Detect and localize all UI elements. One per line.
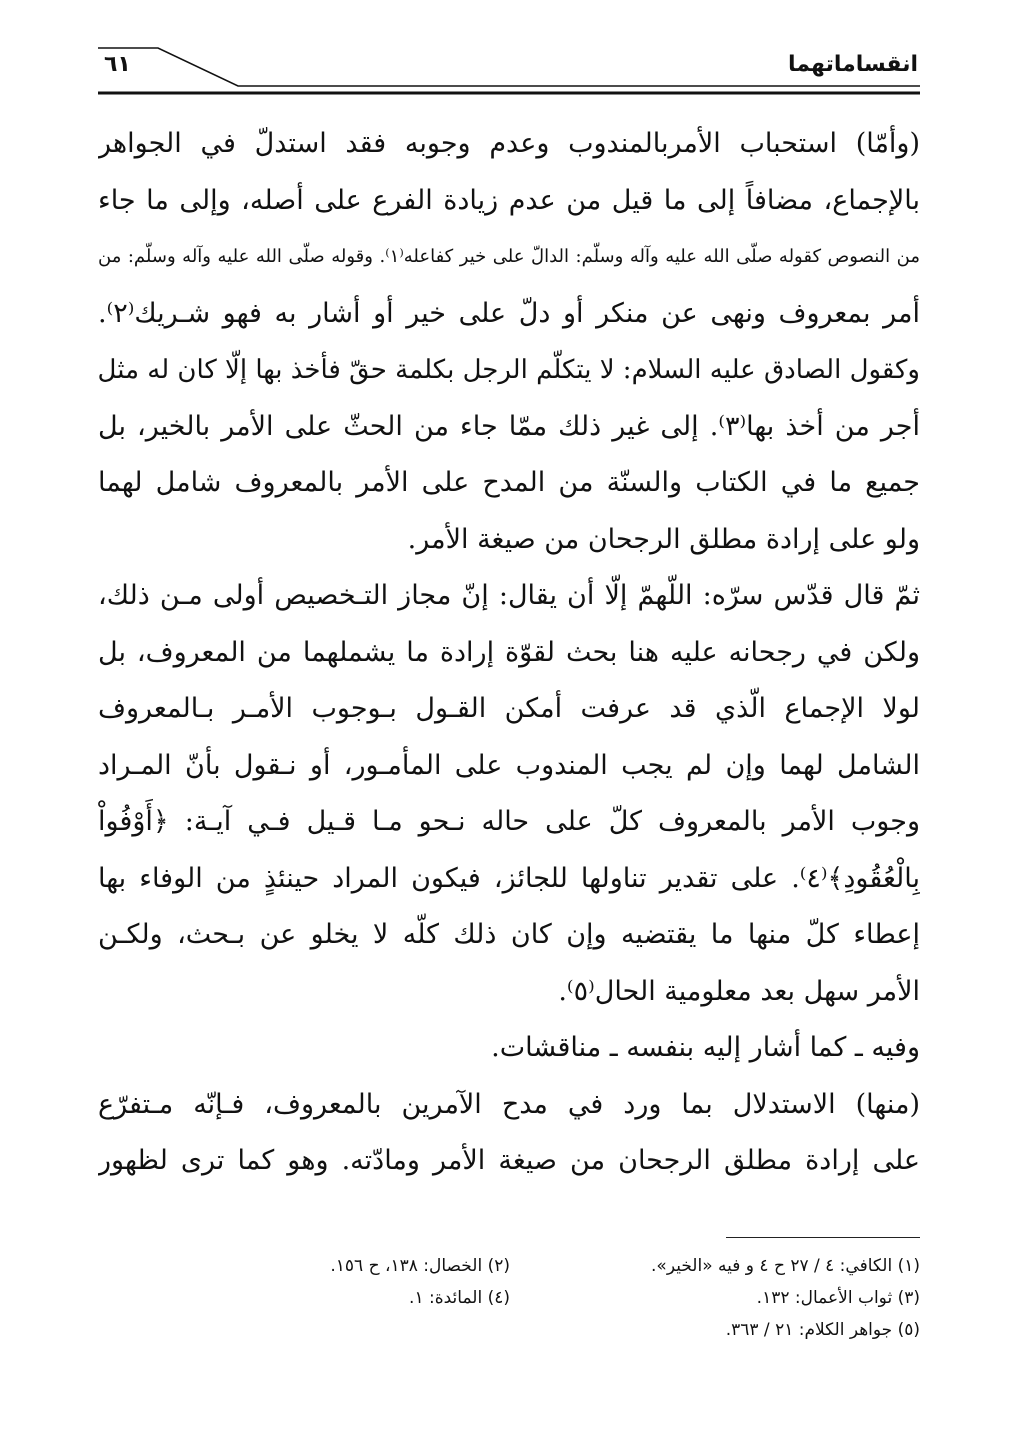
text-line: ولو على إرادة مطلق الرجحان من صيغة الأمر.	[407, 523, 920, 555]
text-line: من النصوص كقوله صلّى الله عليه وآله وسلّم: الدالّ على خير كفاعله⁽١⁾. وقوله صلّى الله عليه وآله وسلّم: من	[98, 246, 920, 267]
text-line: (منها) الاستدلال بما ورد في مدح الآمرين بالمعروف، فـإنّه مـتفرّع	[98, 1088, 920, 1120]
text-line: أمر بمعروف ونهى عن منكر أو دلّ على خير أو أشار به فهو شـريك⁽٢⁾.	[98, 297, 920, 329]
footnote-row	[98, 1282, 920, 1314]
text-line: وفيه ـ كما أشار إليه بنفسه ـ مناقشات.	[491, 1032, 920, 1063]
text-line: على إرادة مطلق الرجحان من صيغة الأمر ومادّته. وهو كما ترى لظهور	[98, 1145, 920, 1176]
footnote-2: (٢) الخصال: ١٣٨، ح ١٥٦.	[330, 1256, 510, 1276]
text-line: الأمر سهل بعد معلومية الحال⁽٥⁾.	[558, 975, 920, 1007]
text-line: لولا الإجماع الّذي قد عرفت أمكن القـول بـوجوب الأمـر بـالمعروف	[98, 693, 920, 724]
footnotes	[98, 1250, 920, 1346]
footnote-4: (٤) المائدة: ١.	[409, 1288, 510, 1308]
footnote-1: (١) الكافي: ٤ / ٢٧ ح ٤ و فيه «الخير».	[651, 1256, 920, 1276]
text-line: إعطاء كلّ منها ما يقتضيه وإن كان ذلك كلّه لا يخلو عن بـحث، ولكـن	[98, 919, 920, 950]
text-line: ثمّ قال قدّس سرّه: اللّهمّ إلّا أن يقال: إنّ مجاز التـخصيص أولى مـن ذلك،	[98, 580, 920, 611]
footnote-row	[98, 1314, 920, 1346]
footnote-row	[98, 1250, 920, 1282]
text-line: ولكن في رجحانه عليه هنا بحث لقوّة إرادة ما يشملهما من المعروف، بل	[98, 636, 920, 668]
text-line: وجوب الأمر بالمعروف كلّ على حاله نـحو مـا قـيل فـي آيـة: ﴿أَوْفُواْ	[98, 806, 920, 837]
text-line: جميع ما في الكتاب والسنّة من المدح على الأمر بالمعروف شامل لهما	[98, 467, 920, 498]
text-line: (وأمّا) استحباب الأمربالمندوب وعدم وجوبه فقد استدلّ في الجواهر	[98, 128, 920, 159]
main-text	[98, 116, 920, 1190]
text-line: وكقول الصادق عليه السلام: لا يتكلّم الرجل بكلمة حقّ فأخذ بها إلّا كان له مثل	[98, 355, 920, 385]
text-line: أجر من أخذ بها⁽٣⁾. إلى غير ذلك ممّا جاء من الحثّ على الأمر بالخير، بل	[98, 410, 920, 442]
text-line: بِالْعُقُودِ﴾⁽٤⁾. على تقدير تناولها للجائز، فيكون المراد حينئذٍ من الوفاء بها	[98, 862, 920, 894]
page-number: ٦١	[104, 52, 131, 77]
footnote-3: (٣) ثواب الأعمال: ١٣٢.	[756, 1288, 920, 1308]
footnote-5: (٥) جواهر الكلام: ٢١ / ٣٦٣.	[725, 1320, 920, 1340]
page-header	[98, 40, 920, 100]
footnote-divider	[726, 1237, 920, 1238]
chapter-title: انقساماتهما	[788, 52, 918, 77]
text-line: الشامل لهما وإن لم يجب المندوب على المأمـور، أو نـقول بأنّ المـراد	[98, 749, 920, 781]
text-line: بالإجماع، مضافاً إلى ما قيل من عدم زيادة الفرع على أصله، وإلى ما جاء	[98, 184, 920, 216]
